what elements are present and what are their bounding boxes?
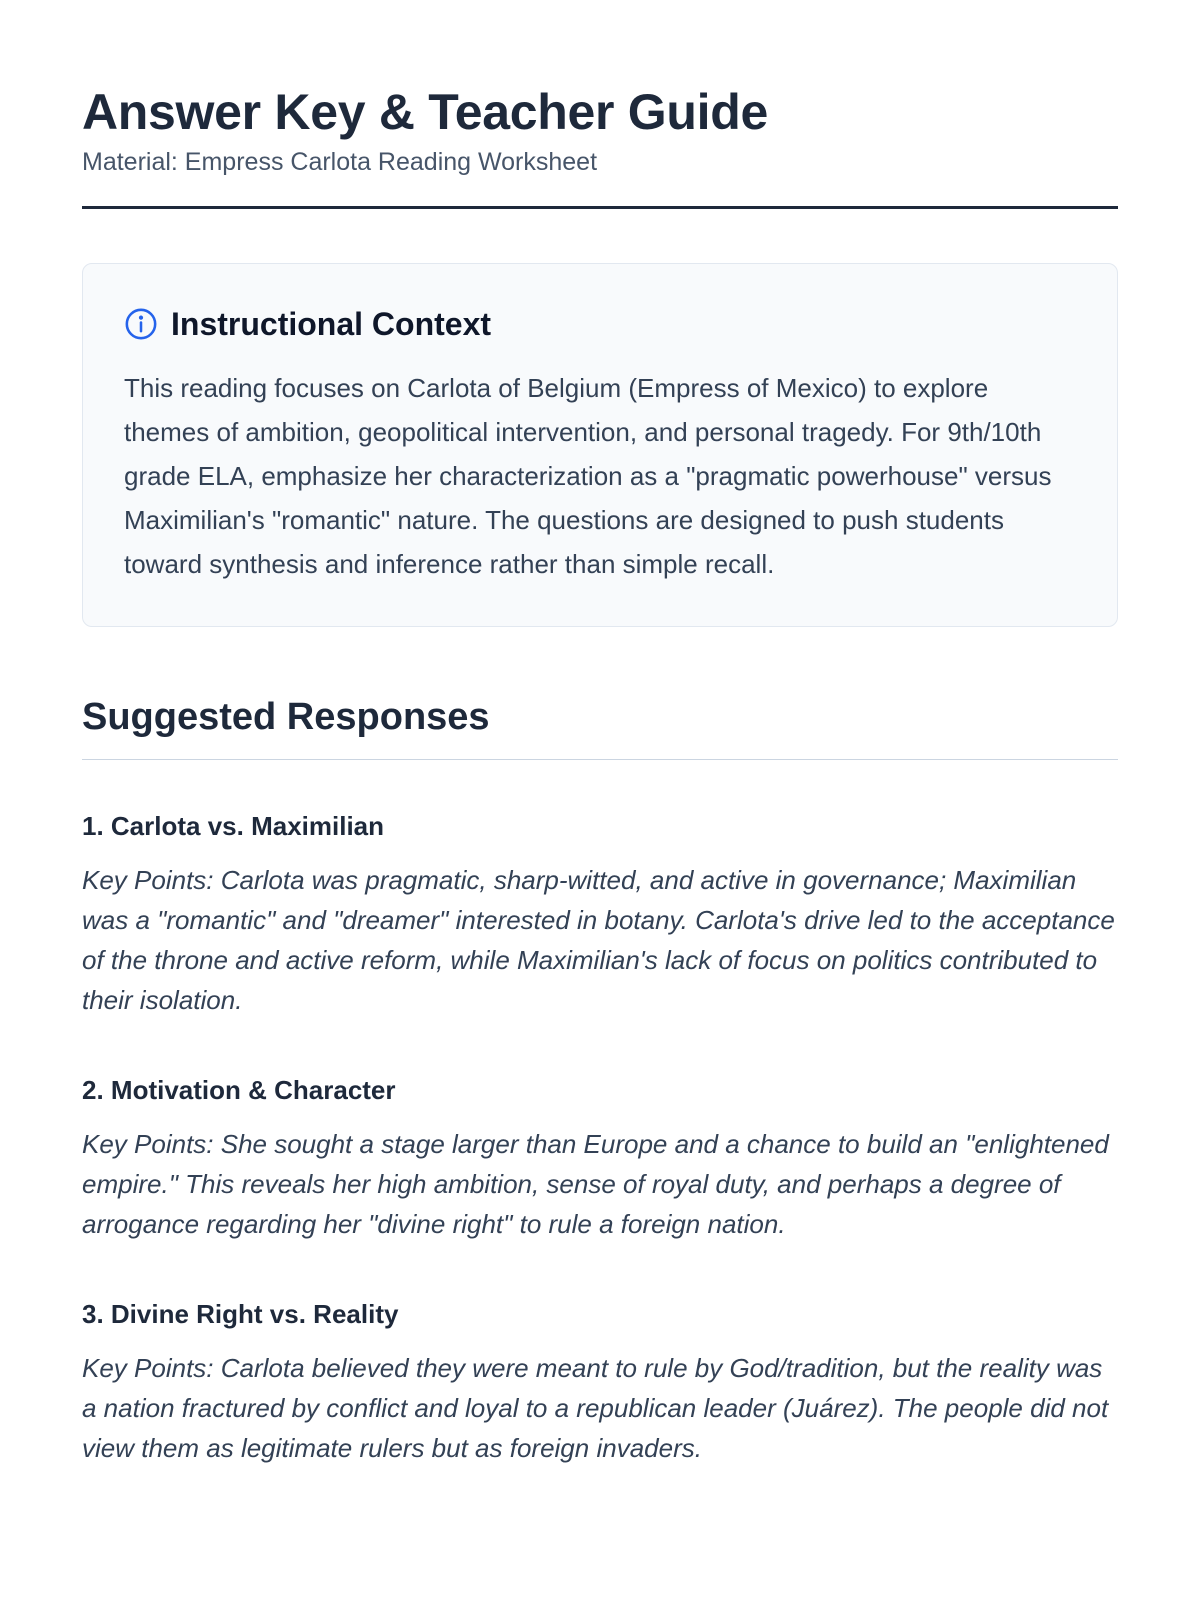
- document-header: [82, 82, 1118, 209]
- response-heading: 3. Divine Right vs. Reality: [82, 1299, 399, 1329]
- instructional-context-box: [82, 263, 1118, 627]
- context-text: This reading focuses on Carlota of Belgium (Empress of Mexico) to explore themes of ambition, geopolitical intervention, and personal tragedy. For 9th/10th grade ELA, emphasize her characterization as a "pragmatic powerhouse" versus Maximilian's "romantic" nature. The questions are designed to push students toward synthesis and inference rather than simple recall.: [124, 373, 1052, 579]
- response-item: [82, 808, 1118, 1020]
- page-subtitle: Material: Empress Carlota Reading Worksheet: [82, 148, 598, 176]
- response-text: Key Points: She sought a stage larger than Europe and a chance to build an "enlightened empire." This reveals her high ambition, sense of royal duty, and perhaps a degree of arrogance regarding her "divine right" to rule a foreign nation.: [82, 1129, 1109, 1239]
- context-title: Instructional Context: [171, 306, 492, 342]
- responses-list: [82, 808, 1118, 1468]
- response-text: Key Points: Carlota was pragmatic, sharp-witted, and active in governance; Maximilian was a "romantic" and "dreamer" interested in botany. Carlota's drive led to the acceptance of the throne and active reform, while Maximilian's lack of focus on politics contributed to their isolation.: [82, 865, 1115, 1015]
- response-text: Key Points: Carlota believed they were meant to rule by God/tradition, but the reality was a nation fractured by conflict and loyal to a republican leader (Juárez). The people did not view them as legitimate rulers but as foreign invaders.: [82, 1353, 1109, 1463]
- context-heading-row: [124, 304, 1076, 344]
- info-icon: [124, 307, 158, 341]
- response-item: [82, 1072, 1118, 1244]
- response-item: [82, 1296, 1118, 1468]
- page-title: Answer Key & Teacher Guide: [82, 84, 768, 140]
- response-heading: 1. Carlota vs. Maximilian: [82, 811, 385, 841]
- suggested-responses-title: Suggested Responses: [82, 693, 1118, 760]
- response-heading: 2. Motivation & Character: [82, 1075, 396, 1105]
